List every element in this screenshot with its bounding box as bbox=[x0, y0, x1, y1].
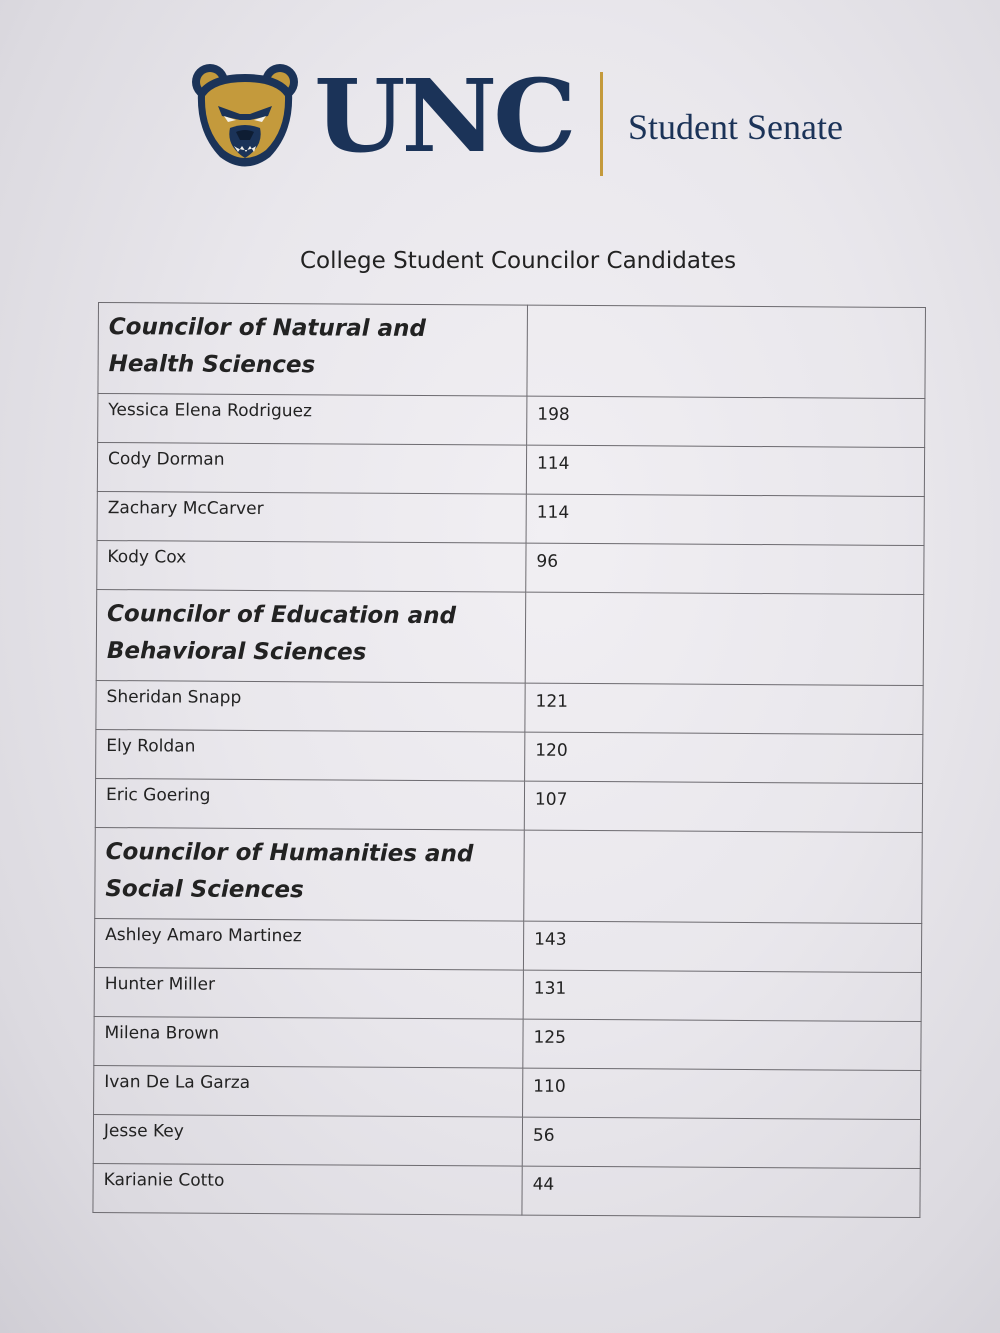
council-votes-blank bbox=[524, 830, 923, 923]
results-table bbox=[92, 302, 926, 1218]
table-row bbox=[93, 1163, 920, 1217]
bear-logo-icon bbox=[190, 62, 300, 174]
candidate-name: Eric Goering bbox=[95, 778, 524, 830]
candidate-votes: 44 bbox=[522, 1166, 920, 1217]
council-votes-blank bbox=[527, 305, 926, 398]
table-row bbox=[96, 729, 923, 783]
table-row bbox=[97, 491, 924, 545]
candidate-votes: 114 bbox=[526, 445, 924, 496]
table-row bbox=[94, 1016, 921, 1070]
unc-wordmark: UNC bbox=[314, 57, 573, 175]
table-row bbox=[97, 443, 924, 497]
candidate-votes: 121 bbox=[525, 683, 923, 734]
table-row bbox=[96, 680, 923, 734]
candidate-name: Karianie Cotto bbox=[93, 1163, 522, 1215]
candidate-votes: 131 bbox=[523, 970, 921, 1021]
council-votes-blank bbox=[525, 592, 924, 685]
council-header-row bbox=[95, 827, 923, 923]
candidate-votes: 96 bbox=[526, 543, 924, 594]
candidate-name: Ely Roldan bbox=[96, 729, 525, 781]
page-title: College Student Councilor Candidates bbox=[300, 248, 737, 274]
table-row bbox=[94, 967, 921, 1021]
table-row bbox=[93, 1114, 920, 1168]
candidate-name: Kody Cox bbox=[97, 540, 526, 592]
candidate-votes: 198 bbox=[527, 396, 925, 447]
candidate-name: Cody Dorman bbox=[97, 443, 526, 495]
council-heading: Councilor of Natural and Health Sciences bbox=[98, 303, 528, 397]
candidate-votes: 114 bbox=[526, 494, 924, 545]
candidate-votes: 56 bbox=[522, 1117, 920, 1168]
student-senate-label: Student Senate bbox=[628, 107, 843, 147]
candidate-name: Sheridan Snapp bbox=[96, 680, 525, 732]
candidate-votes: 120 bbox=[525, 732, 923, 783]
table-row bbox=[94, 918, 921, 972]
council-heading: Councilor of Education and Behavioral Sciences bbox=[96, 589, 526, 683]
candidate-votes: 143 bbox=[523, 921, 921, 972]
candidate-votes: 125 bbox=[523, 1019, 921, 1070]
table-row bbox=[95, 778, 922, 832]
candidate-name: Milena Brown bbox=[94, 1016, 523, 1068]
table-row bbox=[94, 1065, 921, 1119]
header-divider bbox=[600, 72, 603, 176]
letterhead bbox=[190, 57, 870, 182]
candidate-name: Hunter Miller bbox=[94, 967, 523, 1019]
candidate-name: Zachary McCarver bbox=[97, 491, 526, 543]
council-header-row bbox=[98, 303, 926, 399]
candidate-name: Yessica Elena Rodriguez bbox=[98, 394, 527, 446]
candidate-name: Ivan De La Garza bbox=[94, 1065, 523, 1117]
council-header-row bbox=[96, 589, 924, 685]
table-row bbox=[97, 540, 924, 594]
council-heading: Councilor of Humanities and Social Sciences bbox=[95, 827, 525, 921]
candidate-votes: 110 bbox=[523, 1068, 921, 1119]
table-row bbox=[98, 394, 925, 448]
candidate-name: Ashley Amaro Martinez bbox=[94, 918, 523, 970]
candidate-name: Jesse Key bbox=[93, 1114, 522, 1166]
candidate-votes: 107 bbox=[524, 781, 922, 832]
